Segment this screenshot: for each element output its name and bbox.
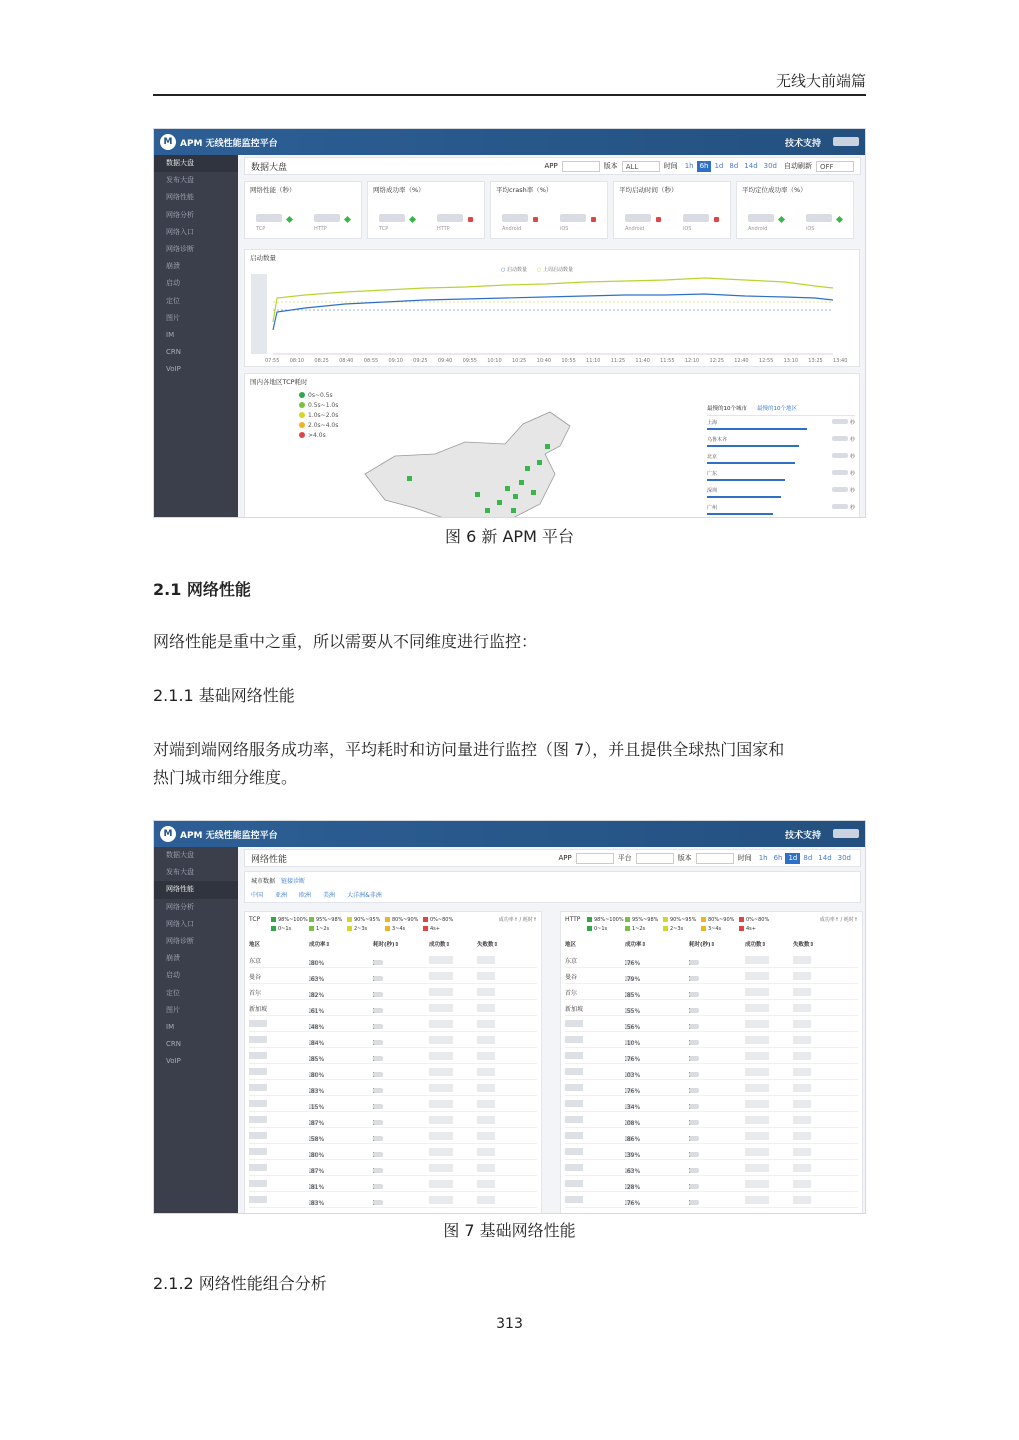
app-topbar xyxy=(154,129,865,155)
sidebar-item[interactable]: 崩溃 xyxy=(166,954,180,963)
trend-icon xyxy=(533,217,538,222)
sidebar-item[interactable]: 定位 xyxy=(166,988,180,997)
x-tick: 10:25 xyxy=(511,358,527,364)
x-tick: 09:25 xyxy=(413,358,428,364)
x-tick: 09:10 xyxy=(388,358,403,364)
city-row: 深圳 秒 xyxy=(707,485,855,501)
region-tabs xyxy=(251,890,382,899)
kpi-label-b: iOS xyxy=(559,226,569,232)
x-tick: 08:40 xyxy=(339,358,354,364)
kpi-card xyxy=(244,181,362,239)
refresh-label: 自动刷新 xyxy=(784,162,812,170)
column-header[interactable]: 成功率⇕ xyxy=(309,942,331,948)
city-row: 广州 秒 xyxy=(707,502,855,518)
table-row[interactable]: 首尔 .85% xyxy=(565,984,858,1000)
kpi-label-b: HTTP xyxy=(436,226,450,232)
time-range-buttons xyxy=(756,853,854,864)
table-row[interactable]: .63% xyxy=(565,1160,858,1176)
sidebar-item[interactable]: 崩溃 xyxy=(166,262,180,271)
sidebar-item[interactable]: 图片 xyxy=(166,1005,180,1014)
table-row[interactable]: 曼谷 .79% xyxy=(565,968,858,984)
x-tick: 13:40 xyxy=(833,358,848,364)
region-tab[interactable]: 美洲 xyxy=(323,892,336,899)
kpi-label-b: iOS xyxy=(682,226,692,232)
kpi-title: 网络成功率（%） xyxy=(373,186,425,194)
time-button[interactable]: 8d xyxy=(729,161,739,170)
filter-bar xyxy=(244,157,861,175)
tab-slowest-cities[interactable]: 最慢的10个城市 xyxy=(707,406,747,412)
table-row[interactable]: .84% xyxy=(249,1032,537,1048)
legend-dot-icon xyxy=(299,412,305,418)
x-tick: 08:10 xyxy=(289,358,305,364)
kpi-card xyxy=(613,181,731,239)
app-select[interactable] xyxy=(576,853,614,864)
x-tick: 12:55 xyxy=(758,358,774,364)
table-row[interactable]: .83% xyxy=(249,1080,537,1096)
region-tab[interactable]: 亚洲 xyxy=(275,892,288,899)
table-row[interactable]: .76% xyxy=(565,1192,858,1208)
column-header[interactable]: 失败数⇕ xyxy=(477,942,499,948)
section-heading-2-1-2: 2.1.2 网络性能组合分析 xyxy=(153,1274,327,1293)
x-tick: 12:10 xyxy=(684,358,700,364)
x-tick: 11:55 xyxy=(660,358,675,364)
sidebar xyxy=(154,155,238,517)
kpi-label-b: HTTP xyxy=(313,226,327,232)
sidebar-item[interactable]: CRN xyxy=(166,1040,181,1049)
sidebar-item[interactable]: 网络分析 xyxy=(166,902,194,911)
x-tick: 12:25 xyxy=(709,358,724,364)
table-row[interactable]: .34% xyxy=(565,1096,858,1112)
page-title: 网络性能 xyxy=(251,854,288,865)
legend-dot-icon xyxy=(299,402,305,408)
kpi-label-a: TCP xyxy=(378,226,389,232)
page-title: 数据大盘 xyxy=(251,162,288,173)
table-row[interactable]: .85% xyxy=(249,1048,537,1064)
sidebar-item[interactable]: IM xyxy=(166,1022,175,1031)
column-header[interactable]: 耗时(秒)⇕ xyxy=(373,942,400,948)
time-button[interactable]: 6h xyxy=(773,853,783,862)
table-row[interactable]: 新加坡 .61% xyxy=(249,1000,537,1016)
table-row[interactable]: .80% xyxy=(249,1064,537,1080)
launch-count-chart xyxy=(244,249,860,367)
x-tick: 10:10 xyxy=(487,358,502,364)
sidebar-item[interactable]: 图片 xyxy=(166,313,180,322)
time-button[interactable]: 8d xyxy=(803,853,813,862)
version-label: 版本 xyxy=(603,162,618,170)
sort-note: 成功率↑ / 耗时↑ xyxy=(498,917,537,923)
paragraph-1: 网络性能是重中之重，所以需要从不同维度进行监控： xyxy=(153,632,538,651)
x-tick: 11:40 xyxy=(635,358,650,364)
x-tick: 07:55 xyxy=(265,358,280,364)
column-header[interactable]: 成功数⇕ xyxy=(745,942,767,948)
time-button[interactable]: 1h xyxy=(758,853,768,862)
kpi-card xyxy=(490,181,608,239)
x-tick: 10:40 xyxy=(536,358,552,364)
sidebar-item[interactable]: 数据大盘 xyxy=(154,155,238,172)
table-legend: 98%~100% 95%~98% 90%~95% 80%~90% 0%~80%0~1s 1~2s 2~3s 3~4s 4s+ xyxy=(587,916,787,934)
table-row[interactable]: .48% xyxy=(249,1016,537,1032)
app-title: APM 无线性能监控平台 xyxy=(180,138,278,149)
map-title: 国内各地区TCP耗时 xyxy=(250,378,308,386)
app-label: APP xyxy=(558,854,572,862)
sidebar-item[interactable]: 网络性能 xyxy=(166,193,194,202)
app-select[interactable] xyxy=(562,161,600,172)
tab-link-diagnosis[interactable]: 链接诊断 xyxy=(281,878,306,885)
legend-dot-icon xyxy=(299,392,305,398)
support-link[interactable]: 技术支持 xyxy=(784,138,821,149)
table-row[interactable]: .76% xyxy=(565,1048,858,1064)
version-select[interactable] xyxy=(696,853,734,864)
x-tick: 09:55 xyxy=(462,358,477,364)
x-tick: 08:55 xyxy=(363,358,379,364)
region-tab[interactable]: 欧洲 xyxy=(299,892,312,899)
trend-icon xyxy=(778,216,785,223)
column-header[interactable]: 地区 xyxy=(565,942,577,948)
figure-7-screenshot xyxy=(153,820,866,1214)
table-legend: 98%~100% 95%~98% 90%~95% 80%~90% 0%~80%0~1s 1~2s 2~3s 3~4s 4s+ xyxy=(271,916,471,934)
time-button[interactable]: 6h xyxy=(697,161,712,172)
time-label: 时间 xyxy=(737,854,752,862)
table-row[interactable]: 东京 .76% xyxy=(565,952,858,968)
column-header[interactable]: 失败数⇕ xyxy=(793,942,815,948)
city-row: 广东 秒 xyxy=(707,468,855,484)
kpi-label-a: TCP xyxy=(255,226,266,232)
table-row[interactable]: 首尔 .82% xyxy=(249,984,537,1000)
tcp-table xyxy=(244,911,542,1214)
table-row[interactable]: .76% xyxy=(565,1080,858,1096)
tab-city-data[interactable]: 城市数据 xyxy=(251,878,276,885)
table-row[interactable]: .10% xyxy=(565,1032,858,1048)
section-heading-2-1: 2.1 网络性能 xyxy=(153,580,251,599)
kpi-label-a: Android xyxy=(624,226,645,232)
city-list xyxy=(707,417,855,518)
table-title: TCP xyxy=(249,916,261,923)
trend-icon xyxy=(836,216,843,223)
trend-icon xyxy=(468,217,473,222)
sidebar-item[interactable]: 定位 xyxy=(166,296,180,305)
kpi-title: 平均crash率（%） xyxy=(496,186,553,194)
sidebar-item[interactable]: 数据大盘 xyxy=(166,851,194,859)
sidebar-item[interactable]: 网络性能 xyxy=(154,881,238,898)
figure-7-caption: 图 7 基础网络性能 xyxy=(443,1221,576,1240)
legend-dot-icon xyxy=(299,422,305,428)
map-legend-item[interactable]: 0.5s~1.0s xyxy=(299,400,338,410)
time-label: 时间 xyxy=(663,162,678,170)
sidebar-item[interactable]: 网络诊断 xyxy=(166,936,194,945)
dashboard-content xyxy=(244,157,861,517)
series-launch xyxy=(273,294,833,330)
sidebar-item[interactable]: 网络入口 xyxy=(166,919,194,928)
china-map xyxy=(355,404,655,518)
sidebar-item[interactable]: 网络分析 xyxy=(166,210,194,219)
table-row[interactable]: 新加坡 .55% xyxy=(565,1000,858,1016)
slowest-panel xyxy=(707,404,855,518)
apm-logo-icon: M xyxy=(160,134,176,150)
x-tick: 10:55 xyxy=(561,358,576,364)
paragraph-2-line-1: 对端到端网络服务成功率，平均耗时和访问量进行监控（图 7），并且提供全球热门国家和 xyxy=(153,740,785,759)
sidebar-item[interactable]: 启动 xyxy=(166,279,180,288)
region-tab[interactable]: 大洋洲&非洲 xyxy=(347,892,382,899)
column-header[interactable]: 成功数⇕ xyxy=(429,942,451,948)
network-content xyxy=(244,849,861,1213)
table-row[interactable]: .56% xyxy=(565,1016,858,1032)
table-row[interactable]: 曼谷 .63% xyxy=(249,968,537,984)
city-row: 北京 秒 xyxy=(707,451,855,467)
x-tick: 12:40 xyxy=(734,358,749,364)
kpi-card xyxy=(736,181,854,239)
table-title: HTTP xyxy=(565,916,581,923)
user-menu[interactable] xyxy=(833,137,859,146)
trend-icon xyxy=(409,216,416,223)
time-button[interactable]: 30d xyxy=(763,161,777,170)
time-button[interactable]: 1d xyxy=(785,853,800,864)
sidebar-item[interactable]: 网络入口 xyxy=(166,227,194,236)
x-tick: 08:25 xyxy=(314,358,329,364)
app-topbar-2 xyxy=(154,821,865,847)
kpi-label-b: iOS xyxy=(805,226,815,232)
column-header[interactable]: 耗时(秒)⇕ xyxy=(689,942,716,948)
kpi-title: 网络性能（秒） xyxy=(250,186,296,194)
version-label: 版本 xyxy=(677,854,692,862)
map-legend-item[interactable]: 2.0s~4.0s xyxy=(299,420,338,430)
paragraph-2 xyxy=(153,736,866,792)
tab-slowest-regions[interactable]: 最慢的10个地区 xyxy=(757,406,797,412)
table-row[interactable]: .08% xyxy=(565,1112,858,1128)
map-card xyxy=(244,373,860,518)
platform-select[interactable] xyxy=(636,853,674,864)
series-last-week xyxy=(273,278,833,322)
sidebar-item[interactable]: 网络诊断 xyxy=(166,244,194,253)
kpi-label-a: Android xyxy=(747,226,768,232)
map-legend-item[interactable]: >4.0s xyxy=(299,430,338,440)
time-button[interactable]: 30d xyxy=(837,853,851,862)
running-head-text: 无线大前端篇 xyxy=(775,72,866,90)
table-row[interactable]: .83% xyxy=(249,1192,537,1208)
table-row[interactable]: .81% xyxy=(249,1176,537,1192)
kpi-title: 平均启动时间（秒） xyxy=(619,186,678,194)
sidebar-item[interactable]: CRN xyxy=(166,348,181,357)
x-tick: 11:25 xyxy=(610,358,626,364)
table-row[interactable]: .03% xyxy=(565,1064,858,1080)
region-tab[interactable]: 中国 xyxy=(251,892,264,899)
sidebar-item[interactable]: 发布大盘 xyxy=(166,176,194,185)
time-button[interactable]: 1h xyxy=(684,161,694,170)
kpi-title: 平均定位成功率（%） xyxy=(742,186,807,194)
apm-logo-icon: M xyxy=(160,826,176,842)
x-tick: 13:25 xyxy=(808,358,823,364)
city-row: 乌鲁木齐 秒 xyxy=(707,434,855,450)
table-row[interactable]: 东京 .80% xyxy=(249,952,537,968)
sidebar xyxy=(154,847,238,1213)
support-link[interactable]: 技术支持 xyxy=(784,830,821,841)
map-legend xyxy=(299,390,338,440)
user-menu[interactable] xyxy=(833,829,859,838)
y-axis-labels-blurred xyxy=(251,274,267,354)
trend-icon xyxy=(286,216,293,223)
x-tick: 09:40 xyxy=(437,358,453,364)
table-row[interactable]: .28% xyxy=(565,1176,858,1192)
table-row[interactable]: .15% xyxy=(249,1096,537,1112)
sort-note: 成功率↑ / 耗时↑ xyxy=(819,917,858,923)
page-number: 313 xyxy=(496,1316,523,1332)
platform-label: 平台 xyxy=(617,854,632,862)
table-row[interactable]: .39% xyxy=(565,1144,858,1160)
http-table xyxy=(560,911,863,1214)
table-row[interactable]: .80% xyxy=(249,1144,537,1160)
time-range-buttons xyxy=(682,161,780,172)
city-row: 上海 秒 xyxy=(707,417,855,433)
legend-launch[interactable]: ○ 启动数量 xyxy=(501,267,527,273)
x-tick: 11:10 xyxy=(586,358,601,364)
time-button[interactable]: 1d xyxy=(714,161,724,170)
line-chart-svg xyxy=(245,250,861,368)
trend-icon xyxy=(714,217,719,222)
legend-dot-icon xyxy=(299,432,305,438)
sidebar-item[interactable]: IM xyxy=(166,330,175,339)
x-tick: 13:10 xyxy=(783,358,799,364)
column-header[interactable]: 成功率⇕ xyxy=(625,942,647,948)
filter-bar xyxy=(244,849,861,867)
time-button[interactable]: 14d xyxy=(744,161,758,170)
table-row[interactable]: .87% xyxy=(249,1160,537,1176)
legend-last-week[interactable]: ○ 上周启动数量 xyxy=(536,267,573,273)
map-legend-item[interactable]: 1.0s~2.0s xyxy=(299,410,338,420)
kpi-card xyxy=(367,181,485,239)
sidebar-item[interactable]: VoIP xyxy=(166,1057,181,1066)
figure-6-screenshot xyxy=(153,128,866,518)
app-title: APM 无线性能监控平台 xyxy=(180,830,278,841)
table-row[interactable]: .86% xyxy=(565,1128,858,1144)
sidebar-item[interactable]: 启动 xyxy=(166,971,180,980)
trend-icon xyxy=(591,217,596,222)
sidebar-item[interactable]: 发布大盘 xyxy=(166,868,194,877)
column-header[interactable]: 地区 xyxy=(249,942,261,948)
running-head xyxy=(153,70,866,96)
map-legend-item[interactable]: 0s~0.5s xyxy=(299,390,338,400)
section-heading-2-1-1: 2.1.1 基础网络性能 xyxy=(153,686,295,705)
table-row[interactable]: .87% xyxy=(249,1112,537,1128)
figure-6-caption: 图 6 新 APM 平台 xyxy=(445,527,574,546)
version-select[interactable]: ALL xyxy=(622,161,660,172)
app-label: APP xyxy=(544,162,558,170)
table-row[interactable]: .58% xyxy=(249,1128,537,1144)
refresh-select[interactable]: OFF xyxy=(816,161,854,172)
paragraph-2-line-2: 热门城市细分维度。 xyxy=(153,768,298,787)
trend-icon xyxy=(344,216,351,223)
chart-title: 启动数量 xyxy=(250,254,276,262)
trend-icon xyxy=(656,217,661,222)
sidebar-item[interactable]: VoIP xyxy=(166,365,181,374)
tabs-card xyxy=(244,871,861,903)
kpi-label-a: Android xyxy=(501,226,522,232)
time-button[interactable]: 14d xyxy=(818,853,832,862)
